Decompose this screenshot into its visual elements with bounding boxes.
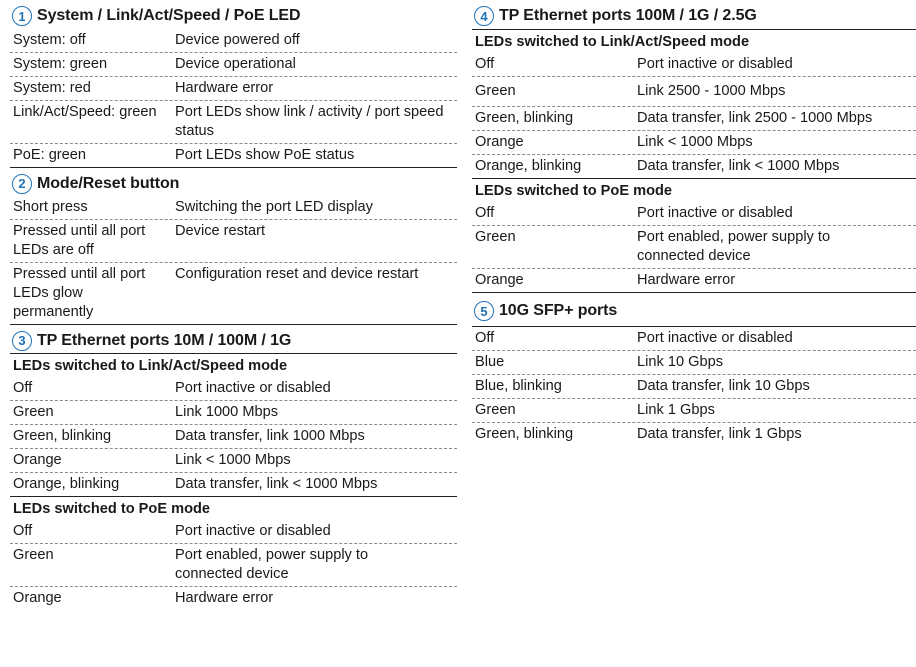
- row-value: Link < 1000 Mbps: [637, 134, 753, 150]
- section-title: System / Link/Act/Speed / PoE LED: [37, 7, 301, 24]
- row-value: Port inactive or disabled: [637, 56, 793, 72]
- section-number-badge: 1: [12, 6, 32, 26]
- row-key: Link/Act/Speed: green: [13, 104, 157, 120]
- section-4-heading: [472, 0, 916, 29]
- row-key: Blue: [475, 354, 505, 370]
- row-key: Blue, blinking: [475, 378, 562, 394]
- subsection-heading: LEDs switched to Link/Act/Speed mode: [10, 353, 457, 377]
- section-5-table: [472, 326, 916, 446]
- row-key: Green, blinking: [13, 428, 112, 444]
- row-value: Link < 1000 Mbps: [175, 452, 291, 468]
- row-key: Off: [13, 523, 33, 539]
- section-title: 10G SFP+ ports: [499, 302, 618, 319]
- row-value: Port inactive or disabled: [175, 380, 331, 396]
- row-key: Off: [475, 330, 495, 346]
- row-key: Orange: [475, 272, 524, 288]
- table-row: [10, 77, 457, 101]
- table-row: [10, 29, 457, 53]
- row-value: Port inactive or disabled: [175, 523, 331, 539]
- section-3-poe-table: [10, 520, 457, 610]
- table-row: [10, 449, 457, 473]
- row-value: Device operational: [175, 56, 296, 72]
- row-value: Data transfer, link 1000 Mbps: [175, 428, 365, 444]
- section-title: Mode/Reset button: [37, 174, 180, 192]
- table-row: [10, 520, 457, 544]
- table-row: [10, 473, 457, 496]
- row-value: Device powered off: [175, 32, 300, 48]
- left-column: [10, 0, 457, 610]
- row-key: Off: [475, 205, 495, 221]
- row-value: Port enabled, power supply to connected device: [175, 547, 369, 582]
- row-key: Off: [475, 56, 495, 72]
- row-value: Hardware error: [637, 272, 736, 288]
- table-row: [10, 53, 457, 77]
- section-4-link-table: [472, 53, 916, 178]
- row-key: Orange: [13, 452, 62, 468]
- row-key: Orange: [475, 134, 524, 150]
- table-row: [472, 375, 916, 399]
- section-number-badge: 2: [12, 174, 32, 194]
- section-3-heading: [10, 324, 457, 353]
- row-key: System: green: [13, 56, 108, 72]
- subsection-heading: LEDs switched to PoE mode: [472, 178, 916, 202]
- table-row: [10, 544, 457, 587]
- table-row: [472, 399, 916, 423]
- table-row: [472, 202, 916, 226]
- table-row: [472, 107, 916, 131]
- table-row: [10, 425, 457, 449]
- section-3-link-table: [10, 377, 457, 496]
- row-value: Port LEDs show PoE status: [175, 147, 355, 163]
- section-2-heading: [10, 167, 457, 196]
- row-value: Switching the port LED display: [175, 199, 373, 215]
- row-key: Green, blinking: [475, 110, 574, 126]
- row-value: Hardware error: [175, 80, 274, 96]
- row-key: Orange, blinking: [475, 158, 582, 174]
- row-value: Link 1 Gbps: [637, 402, 715, 418]
- row-value: Hardware error: [175, 590, 274, 606]
- row-value: Data transfer, link 1 Gbps: [637, 426, 802, 442]
- row-value: Port enabled, power supply to connected device: [637, 229, 831, 264]
- table-row: [472, 351, 916, 375]
- section-number-badge: 5: [474, 301, 494, 321]
- row-key: Green: [475, 229, 516, 245]
- table-row: [10, 220, 457, 263]
- row-value: Data transfer, link < 1000 Mbps: [175, 476, 378, 492]
- row-value: Data transfer, link 10 Gbps: [637, 378, 810, 394]
- row-value: Device restart: [175, 223, 266, 239]
- row-key: PoE: green: [13, 147, 87, 163]
- row-key: Short press: [13, 199, 88, 215]
- row-key: Off: [13, 380, 33, 396]
- table-row: [472, 53, 916, 77]
- row-value: Configuration reset and device restart: [175, 266, 419, 282]
- table-row: [472, 269, 916, 292]
- row-key: Green: [13, 547, 54, 563]
- table-row: [472, 327, 916, 351]
- row-value: Link 10 Gbps: [637, 354, 723, 370]
- row-key: Green, blinking: [475, 426, 574, 442]
- row-key: Green: [13, 404, 54, 420]
- row-key: Pressed until all port LEDs glow permanently: [13, 266, 146, 320]
- table-row: [472, 155, 916, 178]
- section-title: TP Ethernet ports 10M / 100M / 1G: [37, 331, 292, 349]
- row-key: System: red: [13, 80, 91, 96]
- row-value: Link 1000 Mbps: [175, 404, 279, 420]
- table-row: [10, 377, 457, 401]
- section-5-heading: [472, 292, 916, 326]
- row-value: Data transfer, link 2500 - 1000 Mbps: [637, 110, 873, 126]
- row-key: Orange, blinking: [13, 476, 120, 492]
- subsection-heading: LEDs switched to Link/Act/Speed mode: [472, 29, 916, 53]
- table-row: [472, 77, 916, 107]
- row-key: Green: [475, 83, 516, 99]
- section-1-heading: [10, 0, 457, 29]
- section-title: TP Ethernet ports 100M / 1G / 2.5G: [499, 7, 757, 24]
- table-row: [10, 101, 457, 144]
- table-row: [10, 144, 457, 167]
- section-1-table: [10, 29, 457, 167]
- section-number-badge: 3: [12, 331, 32, 351]
- section-number-badge: 4: [474, 6, 494, 26]
- table-row: [10, 196, 457, 220]
- table-row: [472, 423, 916, 446]
- row-value: Link 2500 - 1000 Mbps: [637, 83, 786, 99]
- table-row: [10, 263, 457, 324]
- row-value: Port LEDs show link / activity / port speed status: [175, 104, 444, 139]
- section-4-poe-table: [472, 202, 916, 292]
- table-row: [10, 401, 457, 425]
- row-key: System: off: [13, 32, 86, 48]
- subsection-heading: LEDs switched to PoE mode: [10, 496, 457, 520]
- row-key: Green: [475, 402, 516, 418]
- row-value: Port inactive or disabled: [637, 330, 793, 346]
- table-row: [472, 131, 916, 155]
- table-row: [472, 226, 916, 269]
- table-row: [10, 587, 457, 610]
- section-2-table: [10, 196, 457, 324]
- right-column: [472, 0, 916, 446]
- row-value: Data transfer, link < 1000 Mbps: [637, 158, 840, 174]
- row-key: Pressed until all port LEDs are off: [13, 223, 146, 258]
- row-key: Orange: [13, 590, 62, 606]
- row-value: Port inactive or disabled: [637, 205, 793, 221]
